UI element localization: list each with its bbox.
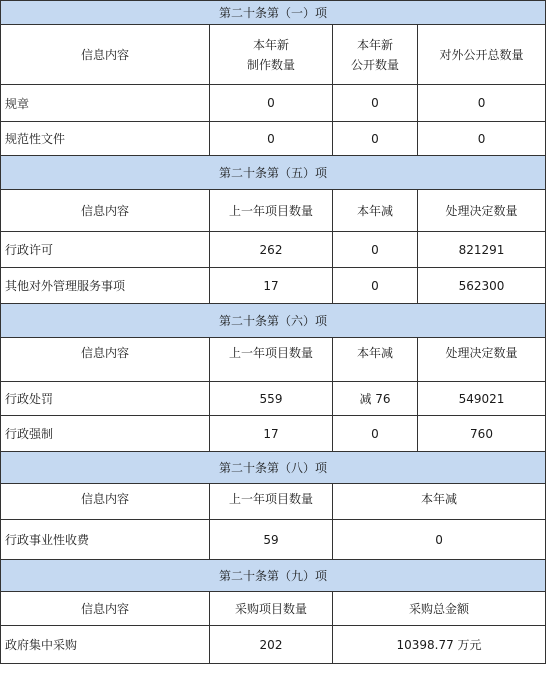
header-cell: 采购项目数量 bbox=[210, 592, 333, 626]
table-row bbox=[1, 268, 546, 304]
cell: 202 bbox=[210, 626, 333, 664]
table-row bbox=[1, 520, 546, 560]
cell: 0 bbox=[333, 122, 418, 156]
cell: 0 bbox=[333, 416, 418, 452]
cell: 0 bbox=[333, 85, 418, 122]
header-cell: 本年减 bbox=[333, 190, 418, 232]
cell: 0 bbox=[333, 232, 418, 268]
table-row bbox=[1, 382, 546, 416]
row-label: 行政许可 bbox=[1, 232, 210, 268]
row-label: 政府集中采购 bbox=[1, 626, 210, 664]
section-title: 第二十条第（九）项 bbox=[1, 560, 546, 592]
cell: 0 bbox=[333, 268, 418, 304]
cell: 17 bbox=[210, 416, 333, 452]
header-cell: 信息内容 bbox=[1, 338, 210, 382]
cell: 59 bbox=[210, 520, 333, 560]
header-cell: 对外公开总数量 bbox=[418, 25, 546, 85]
header-cell: 本年减 bbox=[333, 338, 418, 382]
row-label: 其他对外管理服务事项 bbox=[1, 268, 210, 304]
cell: 549021 bbox=[418, 382, 546, 416]
cell: 0 bbox=[418, 85, 546, 122]
section-title: 第二十条第（八）项 bbox=[1, 452, 546, 484]
cell: 262 bbox=[210, 232, 333, 268]
header-cell: 采购总金额 bbox=[333, 592, 546, 626]
cell: 减 76 bbox=[333, 382, 418, 416]
row-label: 规章 bbox=[1, 85, 210, 122]
table-row bbox=[1, 85, 546, 122]
table-row bbox=[1, 626, 546, 664]
header-cell: 处理决定数量 bbox=[418, 338, 546, 382]
header-cell: 信息内容 bbox=[1, 190, 210, 232]
cell: 17 bbox=[210, 268, 333, 304]
header-cell: 上一年项目数量 bbox=[210, 484, 333, 520]
section-title: 第二十条第（五）项 bbox=[1, 156, 546, 190]
header-cell: 上一年项目数量 bbox=[210, 338, 333, 382]
header-cell: 信息内容 bbox=[1, 25, 210, 85]
row-label: 规范性文件 bbox=[1, 122, 210, 156]
row-label: 行政事业性收费 bbox=[1, 520, 210, 560]
cell: 760 bbox=[418, 416, 546, 452]
cell: 821291 bbox=[418, 232, 546, 268]
row-label: 行政处罚 bbox=[1, 382, 210, 416]
header-cell: 本年新 制作数量 bbox=[210, 25, 333, 85]
cell: 0 bbox=[210, 85, 333, 122]
table-row bbox=[1, 122, 546, 156]
cell: 10398.77 万元 bbox=[333, 626, 546, 664]
header-cell: 信息内容 bbox=[1, 592, 210, 626]
section-title: 第二十条第（六）项 bbox=[1, 304, 546, 338]
table-row bbox=[1, 232, 546, 268]
header-cell: 信息内容 bbox=[1, 484, 210, 520]
row-label: 行政强制 bbox=[1, 416, 210, 452]
cell: 0 bbox=[210, 122, 333, 156]
cell: 562300 bbox=[418, 268, 546, 304]
header-cell: 处理决定数量 bbox=[418, 190, 546, 232]
cell: 0 bbox=[418, 122, 546, 156]
cell: 0 bbox=[333, 520, 546, 560]
header-cell: 本年减 bbox=[333, 484, 546, 520]
table-row bbox=[1, 416, 546, 452]
header-cell: 上一年项目数量 bbox=[210, 190, 333, 232]
section-title: 第二十条第（一）项 bbox=[1, 1, 546, 25]
cell: 559 bbox=[210, 382, 333, 416]
header-cell: 本年新 公开数量 bbox=[333, 25, 418, 85]
